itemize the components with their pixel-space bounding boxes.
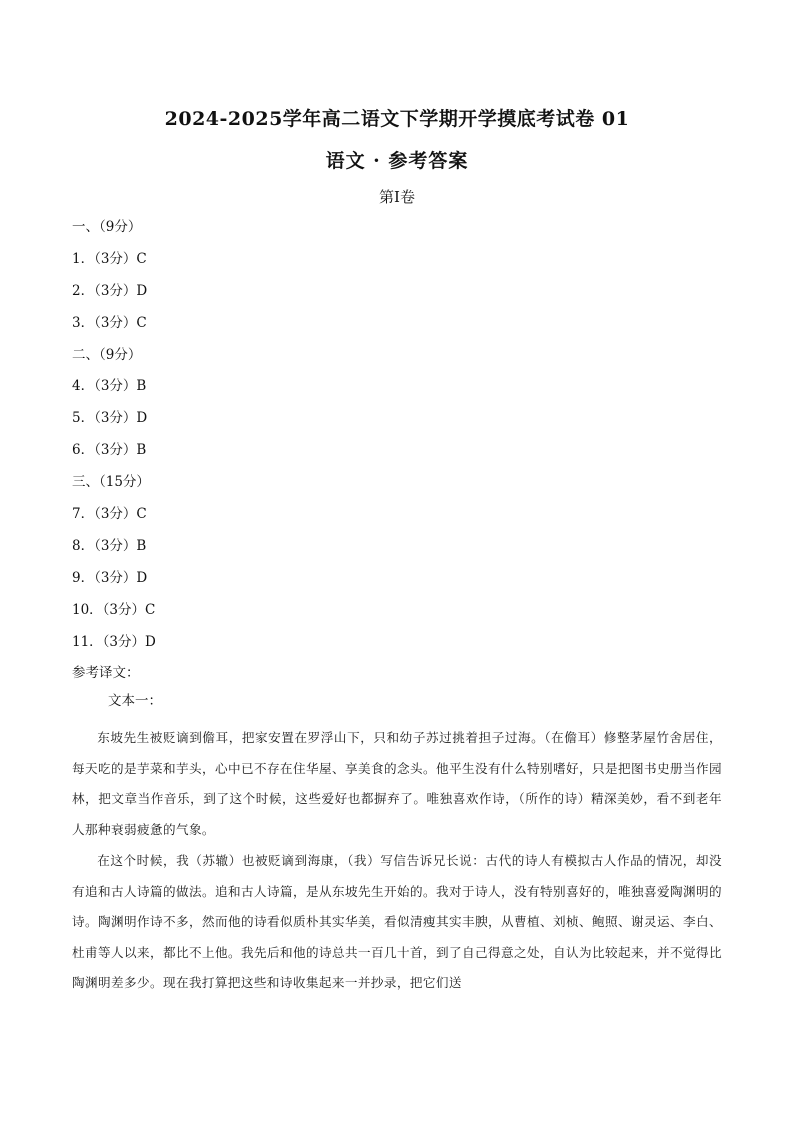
exam-title: 2024-2025学年高二语文下学期开学摸底考试卷 01 <box>164 108 630 130</box>
answer-item: 三、（15分） <box>72 474 150 491</box>
answer-item: 3．（3分）C <box>72 314 147 331</box>
answer-item: 二、（9分） <box>72 346 142 363</box>
answer-item: 6．（3分）B <box>72 442 147 459</box>
answer-item: 5．（3分）D <box>72 410 148 427</box>
answer-item: 7．（3分）C <box>72 506 147 523</box>
answer-list <box>72 217 712 723</box>
answer-item: 4．（3分）B <box>72 378 147 395</box>
answer-item: 10．（3分）C <box>72 601 156 618</box>
translation-paragraph: 东坡先生被贬谪到儋耳，把家安置在罗浮山下，只和幼子苏过挑着担子过海。（在儋耳）修整茅屋竹舍居住，每天吃的是芋菜和芋头，心中已不存在住华屋、享美食的念头。他平生没有什么特别嗜好，只是把图书史册当作园林，把文章当作音乐，到了这个时候，这些爱好也都摒弃了。唯独喜欢作诗，（所作的诗）精深美妙，看不到老年人那种衰弱疲惫的气象。 <box>72 730 722 837</box>
answer-item: 9．（3分）D <box>72 569 148 586</box>
answer-item: 1．（3分）C <box>72 250 147 267</box>
answer-item: 8．（3分）B <box>72 537 147 554</box>
section-label: 文本一： <box>108 693 162 710</box>
reference-heading: 参考译文： <box>72 665 140 682</box>
translation-paragraph: 在这个时候，我（苏辙）也被贬谪到海康，（我）写信告诉兄长说：古代的诗人有模拟古人作品的情况，却没有追和古人诗篇的做法。追和古人诗篇，是从东坡先生开始的。我对于诗人，没有特别喜好的，唯独喜爱陶渊明的诗。陶渊明作诗不多，然而他的诗看似质朴其实华美，看似清瘦其实丰腴，从曹植、刘桢、鲍照、谢灵运、李白、杜甫等人以来，都比不上他。我先后和他的诗总共一百几十首，到了自己得意之处，自认为比较起来，并不觉得比陶渊明差多少。现在我打算把这些和诗收集起来一并抄录，把它们送 <box>72 853 722 990</box>
answer-item: 一、（9分） <box>72 219 142 235</box>
answer-item: 11．（3分）D <box>72 633 156 650</box>
answer-item: 2．（3分）D <box>72 282 148 299</box>
volume-heading: 第Ⅰ卷 <box>379 188 415 206</box>
exam-subtitle: 语文 · 参考答案 <box>325 150 469 172</box>
